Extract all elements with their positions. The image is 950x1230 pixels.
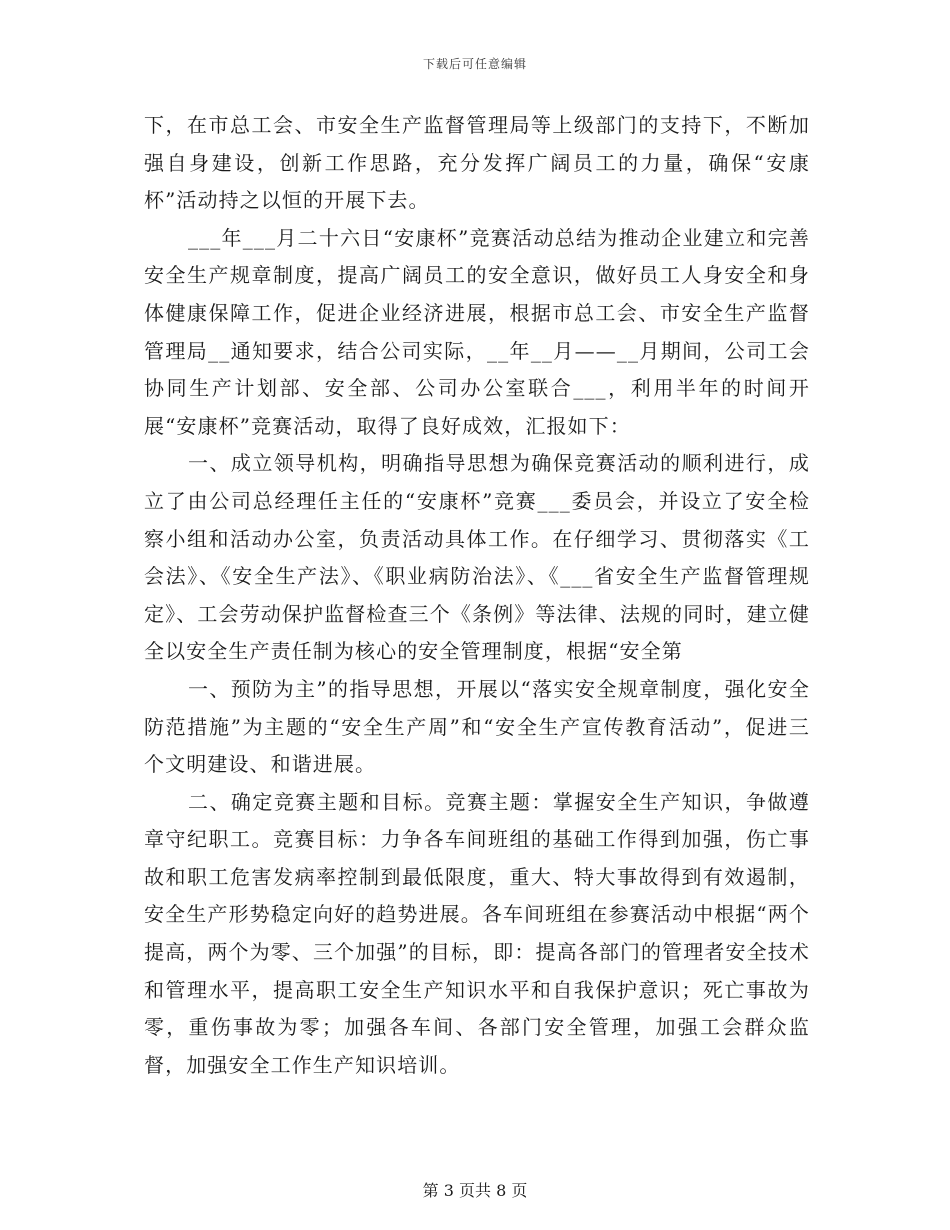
page-number: 第 3 页共 8 页 (422, 1181, 528, 1200)
paragraph-section-two: 二、确定竞赛主题和目标。竞赛主题：掌握安全生产知识，争做遵章守纪职工。竞赛目标：力争各车间班组的基础工作得到加强，伤亡事故和职工危害发病率控制到最低限度，重大、特大事故得到有效遏制，安全生产形势稳定向好的趋势进展。各车间班组在参赛活动中根据“两个提高，两个为零、三个加强”的目标，即：提高各部门的管理者安全技术和管理水平，提高职工安全生产知识水平和自我保护意识；死亡事故为零，重伤事故为零；加强各车间、各部门安全管理，加强工会群众监督，加强安全工作生产知识培训。 (144, 789, 810, 1077)
page-header: 下载后可任意编辑 (422, 57, 527, 71)
paragraph-summary-intro: ___年___月二十六日“安康杯”竞赛活动总结为推动企业建立和完善安全生产规章制度，提高广阔员工的安全意识，做好员工人身安全和身体健康保障工作，促进企业经济进展，根据市总工会、市安全生产监督管理局__通知要求，结合公司实际，__年__月——__月期间，公司工会协同生产计划部、安全部、公司办公室联合___，利用半年的时间开展“安康杯”竞赛活动，取得了良好成效，汇报如下： (144, 225, 810, 438)
paragraph-guiding-principle: 一、预防为主”的指导思想，开展以“落实安全规章制度，强化安全防范措施”为主题的“安全生产周”和“安全生产宣传教育活动”，促进三个文明建设、和谐进展。 (144, 676, 810, 777)
paragraph-section-one: 一、成立领导机构，明确指导思想为确保竞赛活动的顺利进行，成立了由公司总经理任主任的“安康杯”竞赛___委员会，并设立了安全检察小组和活动办公室，负责活动具体工作。在仔细学习、贯彻落实《工会法》、《安全生产法》、《职业病防治法》、《___省安全生产监督管理规定》、工会劳动保护监督检查三个《条例》等法律、法规的同时，建立健全以安全生产责任制为核心的安全管理制度，根据“安全第 (144, 451, 810, 664)
paragraph-continuation: 下，在市总工会、市安全生产监督管理局等上级部门的支持下，不断加强自身建设，创新工作思路，充分发挥广阔员工的力量，确保“安康杯”活动持之以恒的开展下去。 (144, 113, 810, 213)
document-body (144, 107, 810, 1084)
